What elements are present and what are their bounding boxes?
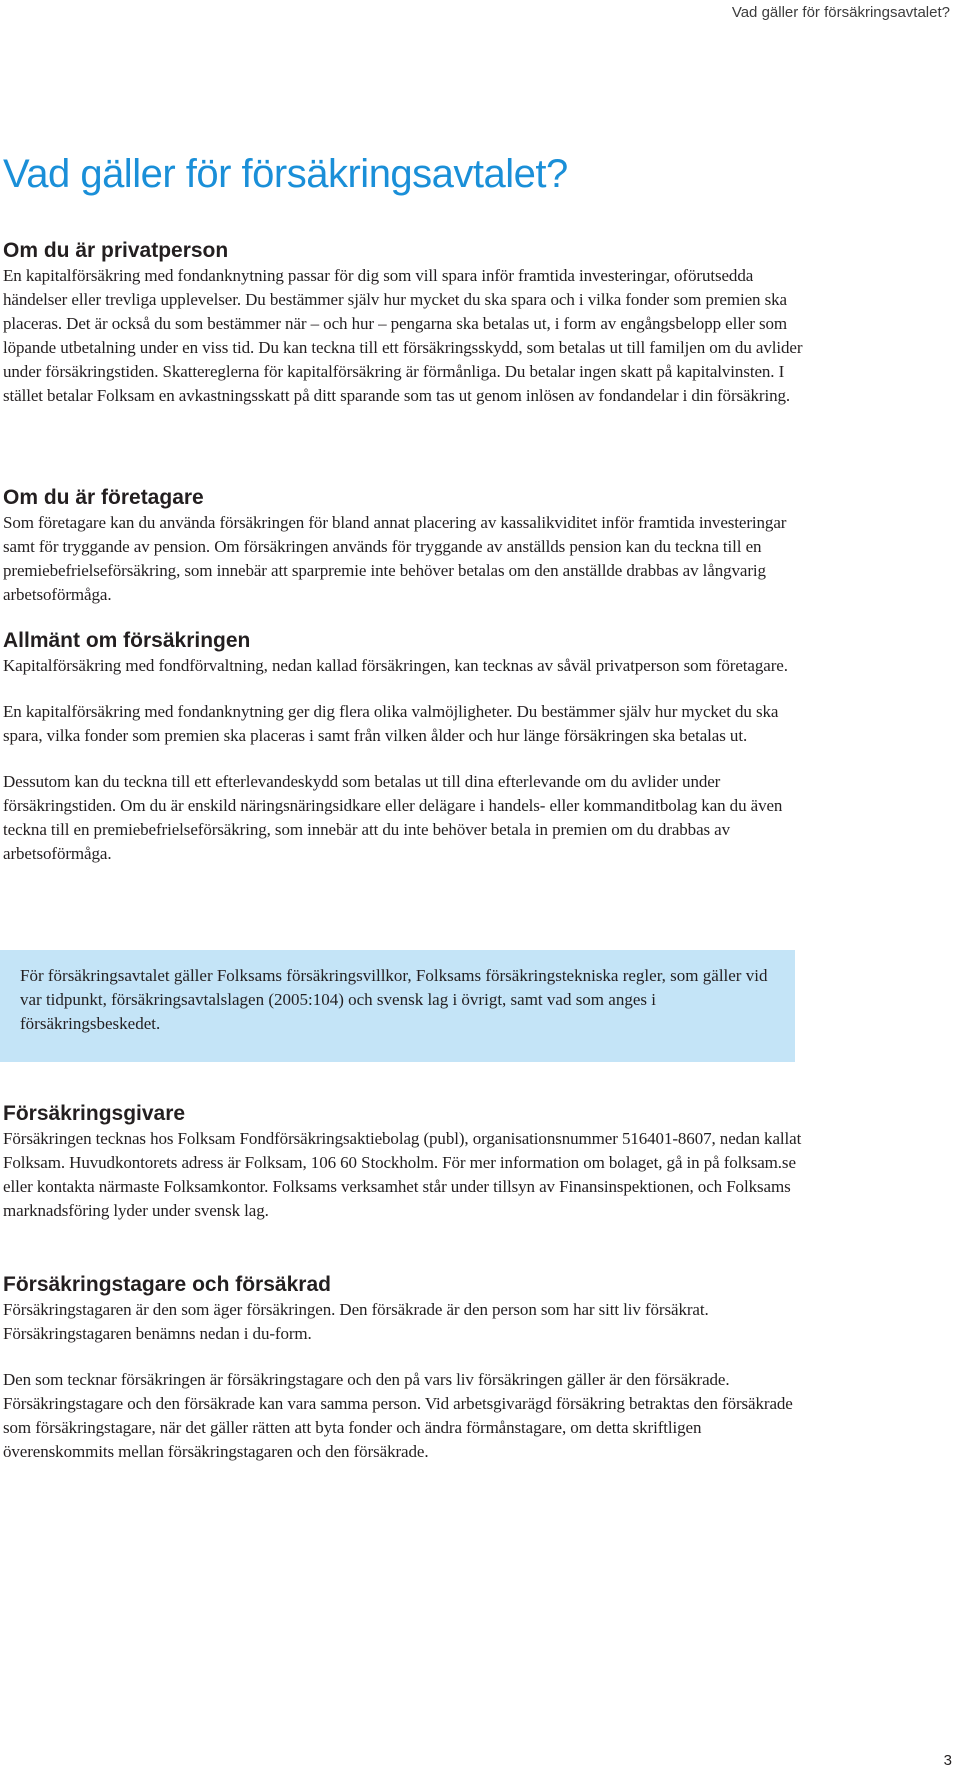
paragraph: Som företagare kan du använda försäkringen för bland annat placering av kassalikviditet inför framtida investeringar samt för tryggande av pension. Om försäkringen används för tryggande av anställds pension kan du teckna till en premiebefrielseförsäkring, som innebär att sparpremie inte behöver betalas om den anställde drabbas av långvarig arbetsoförmåga. [3, 513, 787, 604]
section-policyholder [3, 1272, 803, 1464]
section-heading: Om du är företagare [3, 486, 204, 509]
section-business-owner [3, 485, 803, 607]
paragraph: En kapitalförsäkring med fondanknytning passar för dig som vill spara inför framtida investeringar, oförutsedda händelser eller trevliga upplevelser. Du bestämmer själv hur mycket du ska spara och i vilka fonder som premien ska placeras. Det är också du som bestämmer när – och hur – pengarna ska betalas ut, i form av engångsbelopp eller som löpande utbetalning under en viss tid. Du kan teckna till ett försäkringsskydd, som betalas ut till familjen om du avlider under försäkringstiden. Skattereglerna för kapitalförsäkring är förmånliga. Du betalar ingen skatt på kapitalvinsten. I stället betalar Folksam en avkastningsskatt på ditt sparande som tas ut genom inlösen av fondandelar i din försäkring. [3, 266, 803, 405]
paragraph: Den som tecknar försäkringen är försäkringstagare och den på vars liv försäkringen gäller är den försäkrade. Försäkringstagare och den försäkrade kan vara samma person. Vid arbetsgivarägd försäkring betraktas den försäkrade som försäkringstagare, när det gäller rätten att byta fonder och ändra förmånstagare, om detta skriftligen överenskommits mellan försäkringstagaren och den försäkrade. [3, 1370, 793, 1461]
paragraph: En kapitalförsäkring med fondanknytning ger dig flera olika valmöjligheter. Du bestämmer själv hur mycket du ska spara, vilka fonder som premien ska placeras i samt från vilken ålder och hur länge försäkringen ska betalas ut. [3, 702, 779, 745]
info-box [0, 950, 795, 1062]
section-private-person [3, 238, 803, 408]
paragraph: Försäkringen tecknas hos Folksam Fondförsäkringsaktiebolag (publ), organisationsnummer 516401-8607, nedan kallat Folksam. Huvudkontorets adress är Folksam, 106 60 Stockholm. För mer information om bolaget, gå in på folksam.se eller kontakta närmaste Folksamkontor. Folksams verksamhet står under tillsyn av Finansinspektionen, och Folksams marknadsföring lyder under svensk lag. [3, 1129, 802, 1220]
section-heading: Om du är privatperson [3, 239, 229, 262]
paragraph: Dessutom kan du teckna till ett efterlevandeskydd som betalas ut till dina efterlevande om du avlider under försäkringstiden. Om du är enskild näringsnäringsidkare eller delägare i handels- eller kommanditbolag kan du även teckna till en premiebefrielseförsäkring, som innebär att du inte behöver betala in premien om du drabbas av arbetsoförmåga. [3, 772, 783, 863]
page-number: 3 [943, 1752, 952, 1769]
paragraph: Kapitalförsäkring med fondförvaltning, nedan kallad försäkringen, kan tecknas av såväl privatperson som företagare. [3, 656, 788, 675]
running-header: Vad gäller för försäkringsavtalet? [731, 4, 950, 21]
section-general [3, 628, 803, 866]
info-box-text: För försäkringsavtalet gäller Folksams försäkringsvillkor, Folksams försäkringstekniska regler, som gäller vid var tidpunkt, försäkringsavtalslagen (2005:104) och svensk lag i övrigt, samt vad som anges i försäkringsbeskedet. [20, 966, 768, 1033]
section-heading: Försäkringsgivare [3, 1102, 186, 1125]
section-heading: Försäkringstagare och försäkrad [3, 1273, 331, 1296]
page-title: Vad gäller för försäkringsavtalet? [3, 152, 568, 196]
section-heading: Allmänt om försäkringen [3, 629, 251, 652]
paragraph: Försäkringstagaren är den som äger försäkringen. Den försäkrade är den person som har sitt liv försäkrat. Försäkringstagaren benämns nedan i du-form. [3, 1300, 709, 1343]
section-insurer [3, 1101, 803, 1223]
